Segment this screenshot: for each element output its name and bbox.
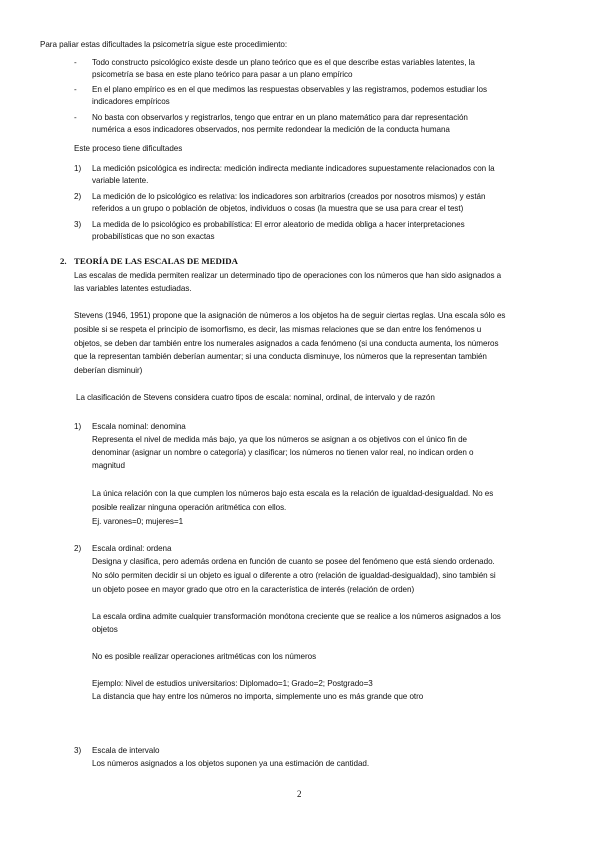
scale-2-line-2: No sólo permiten decidir si un objeto es igual o diferente a otro (relación de igualdad-desigualdad), sino también si: [92, 571, 496, 580]
difficulties-title: Este proceso tiene dificultades: [74, 144, 183, 153]
list-number: 3): [74, 746, 82, 755]
scale-2-example-2: La distancia que hay entre los números no importa, simplemente uno es más grande que otro: [92, 692, 424, 701]
scale-1-line-3: magnitud: [92, 461, 125, 470]
bullet-1-line-1: Todo constructo psicológico existe desde un plano teórico que es el que describe estas variables latentes, la: [92, 58, 475, 67]
scale-3-title: Escala de intervalo: [92, 746, 160, 755]
bullet-dash: -: [74, 113, 77, 122]
scale-2-para3: No es posible realizar operaciones aritméticas con los números: [92, 652, 317, 661]
scale-1-title: Escala nominal: denomina: [92, 422, 186, 431]
difficulty-1-line-1: La medición psicológica es indirecta: medición indirecta mediante indicadores supuestamente relacionados con la: [92, 164, 495, 173]
scale-1-para2-line-2: posible realizar ninguna operación aritmética con ellos.: [92, 503, 287, 512]
scale-2-line-1: Designa y clasifica, pero además ordena en función de cuanto se posee del fenómeno que está siendo ordenado.: [92, 557, 495, 566]
scale-2-example: Ejemplo: Nivel de estudios universitarios: Diplomado=1; Grado=2; Postgrado=3: [92, 679, 373, 688]
section-para1-line-2: las variables latentes estudiadas.: [74, 284, 192, 293]
list-number: 2): [74, 544, 82, 553]
scale-1-example: Ej. varones=0; mujeres=1: [92, 517, 184, 526]
difficulty-3-line-2: probabilísticas que no son exactas: [92, 232, 215, 241]
scale-2-line-3: un objeto posee en mayor grado que otro en la característica de interés (relación de orden): [92, 585, 415, 594]
section-para2-line-4: que la representan también deberían aumentar; si una conducta disminuye, los números que la representan también: [74, 352, 487, 361]
difficulty-3-line-1: La medida de lo psicológico es probabilística: El error aleatorio de medida obliga a hacer interpretaciones: [92, 220, 465, 229]
bullet-2-line-1: En el plano empírico es en el que medimos las respuestas observables y las registramos, podemos estudiar los: [92, 85, 487, 94]
difficulty-1-line-2: variable latente.: [92, 176, 149, 185]
section-para3: La clasificación de Stevens considera cuatro tipos de escala: nominal, ordinal, de intervalo y de razón: [76, 393, 435, 402]
bullet-3-line-1: No basta con observarlos y registrarlos, tengo que entrar en un plano matemático para dar representación: [92, 113, 468, 122]
list-number: 1): [74, 422, 82, 431]
difficulty-2-line-2: referidos a un grupo o población de objetos, individuos o cosas (la muestra que se usa para crear el test): [92, 204, 464, 213]
scale-1-line-1: Representa el nivel de medida más bajo, ya que los números se asignan a os objetivos con el único fin de: [92, 435, 467, 444]
scale-2-para2-line-1: La escala ordina admite cualquier transformación monótona creciente que se realice a los números asignados a los: [92, 612, 501, 621]
bullet-2-line-2: indicadores empíricos: [92, 97, 170, 106]
section-title: TEORÍA DE LAS ESCALAS DE MEDIDA: [74, 256, 239, 266]
list-number: 1): [74, 164, 82, 173]
section-para2-line-5: deberían disminuir): [74, 366, 143, 375]
bullet-3-line-2: numérica a esos indicadores observados, nos permite redondear la medición de la conducta humana: [92, 125, 450, 134]
scale-1-line-2: denominar (asignar un nombre o categoría) y clasificar; los números no tienen valor real, no indican orden o: [92, 448, 474, 457]
scale-3-line-1: Los números asignados a los objetos suponen ya una estimación de cantidad.: [92, 759, 370, 768]
bullet-dash: -: [74, 58, 77, 67]
page-number: 2: [297, 789, 302, 799]
section-para1-line-1: Las escalas de medida permiten realizar un determinado tipo de operaciones con los números que han sido asignados a: [74, 271, 502, 280]
intro-line: Para paliar estas dificultades la psicometría sigue este procedimiento:: [40, 40, 288, 49]
section-para2-line-2: posible si se respeta el principio de isomorfismo, es decir, las mismas relaciones que se dan entre los fenómenos u: [74, 325, 482, 334]
bullet-1-line-2: psicometría se basa en este plano teórico para pasar a un plano empírico: [92, 70, 353, 79]
list-number: 3): [74, 220, 82, 229]
section-para2-line-1: Stevens (1946, 1951) propone que la asignación de números a los objetos ha de seguir ciertas reglas. Una escala sólo es: [74, 311, 506, 320]
difficulty-2-line-1: La medición de lo psicológico es relativa: los indicadores son arbitrarios (creados por nosotros mismos) y están: [92, 192, 486, 201]
scale-2-para2-line-2: objetos: [92, 625, 118, 634]
list-number: 2): [74, 192, 82, 201]
scale-2-title: Escala ordinal: ordena: [92, 544, 172, 553]
bullet-dash: -: [74, 85, 77, 94]
section-para2-line-3: objetos, se deben dar también entre los numerales asignados a cada fenómeno (si una conducta aumenta, los números: [74, 339, 499, 348]
section-number: 2.: [60, 256, 67, 266]
scale-1-para2-line-1: La única relación con la que cumplen los números bajo esta escala es la relación de igualdad-desigualdad. No es: [92, 489, 494, 498]
